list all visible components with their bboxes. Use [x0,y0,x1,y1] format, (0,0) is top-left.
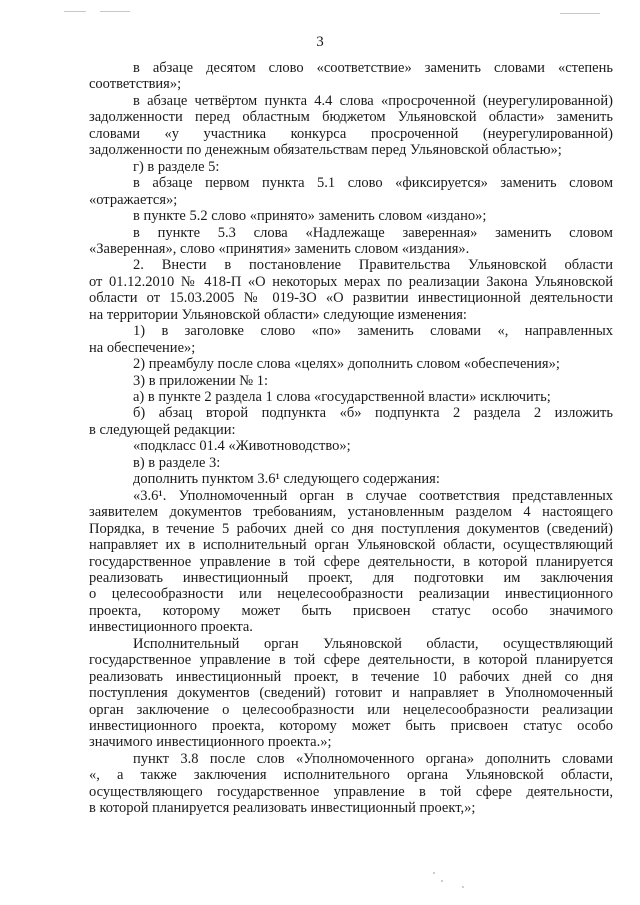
text-line: государственное управление в той сфере деятельности, в которой планируется [89,652,613,669]
text-line: пункт 3.8 после слов «Уполномоченного органа» дополнить словами [133,750,613,767]
scan-speck [433,872,435,874]
text-line: направляет их в исполнительный орган Ульяновской области, осуществляющий [89,537,613,554]
text-line: на обеспечение»; [89,339,196,356]
text-line: в которой планируется реализовать инвестиционный проект,»; [89,800,476,817]
text-line: 1) в заголовке слово «по» заменить словами «, направленных [133,323,613,340]
text-line: «3.6¹. Уполномоченный орган в случае соответствия представленных [133,487,613,504]
text-line: словами «у участника конкурса просроченной (неурегулированной) [89,125,613,142]
text-line: реализовать инвестиционный проект, в течение 10 рабочих дней со дня [89,668,613,685]
text-line: задолженности по денежным обязательствам перед Ульяновской областью»; [89,142,562,159]
text-line: «отражается»; [89,191,178,208]
text-line: Порядка, в течение 5 рабочих дней со дня поступления документов (сведений) [89,520,613,537]
page-number: 3 [316,34,324,50]
text-line: в абзаце десятом слово «соответствие» заменить словами «степень [133,60,613,76]
text-line: «, а также заключения исполнительного органа Ульяновской области, [89,767,613,784]
text-line: инвестиционного проекта. [89,619,253,636]
text-line: соответствия»; [89,76,182,93]
text-line: значимого инвестиционного проекта.»; [89,734,332,751]
text-line: в абзаце первом пункта 5.1 слово «фиксируется» заменить словом [133,175,613,192]
text-line: в) в разделе 3: [133,454,221,471]
text-line: на территории Ульяновской области» следующие изменения: [89,306,467,323]
scan-edge-mark [64,11,86,12]
text-line: государственное управление в той сфере деятельности, в которой планируется [89,553,613,570]
text-line: реализовать инвестиционный проект, для подготовки им заключения [89,569,613,586]
text-line: 2. Внести в постановление Правительства Ульяновской области [133,257,613,274]
scan-edge-mark [560,13,600,14]
text-line: области от 15.03.2005 № 019-ЗО «О развитии инвестиционной деятельности [89,290,613,307]
text-line: заявителем документов требованиям, установленным разделом 4 настоящего [89,504,613,521]
text-line: «подкласс 01.4 «Животноводство»; [133,438,351,455]
text-line: задолженности перед областным бюджетом Ульяновской области» заменить [89,109,613,126]
text-line: Исполнительный орган Ульяновской области, осуществляющий [133,635,613,652]
text-line: о целесообразности или нецелесообразности реализации инвестиционного [89,586,613,603]
text-line: дополнить пунктом 3.6¹ следующего содержания: [133,471,440,488]
text-line: 2) преамбулу после слова «целях» дополнить словом «обеспечения»; [133,356,560,373]
text-line: в пункте 5.2 слово «принято» заменить словом «издано»; [133,208,487,225]
scan-edge-mark [100,11,130,12]
text-line: поступления документов (сведений) готовит и направляет в Уполномоченный [89,685,613,702]
text-line: в следующей редакции: [89,421,236,438]
text-line: осуществляющего государственное управление в той сфере деятельности, [89,783,613,800]
text-line: б) абзац второй подпункта «б» подпункта 2 раздела 2 изложить [133,405,613,422]
text-line: а) в пункте 2 раздела 1 слова «государственной власти» исключить; [133,389,551,405]
text-line: орган заключение о целесообразности или нецелесообразности реализации [89,701,613,718]
text-line: инвестиционного проекта, которому может быть присвоен статус особо [89,718,613,734]
text-line: от 01.12.2010 № 418-П «О некоторых мерах по реализации Закона Ульяновской [89,273,613,290]
text-line: в абзаце четвёртом пункта 4.4 слова «просроченной (неурегулированной) [133,92,613,109]
text-line: проекта, которому может быть присвоен статус особо значимого [89,602,613,619]
text-line: г) в разделе 5: [133,158,220,175]
scan-speck [441,880,443,882]
text-line: 3) в приложении № 1: [133,372,268,389]
scan-speck [462,886,464,888]
text-line: «Заверенная», слово «принятия» заменить словом «издания». [89,240,470,257]
text-line: в пункте 5.3 слова «Надлежаще заверенная» заменить словом [133,224,613,241]
